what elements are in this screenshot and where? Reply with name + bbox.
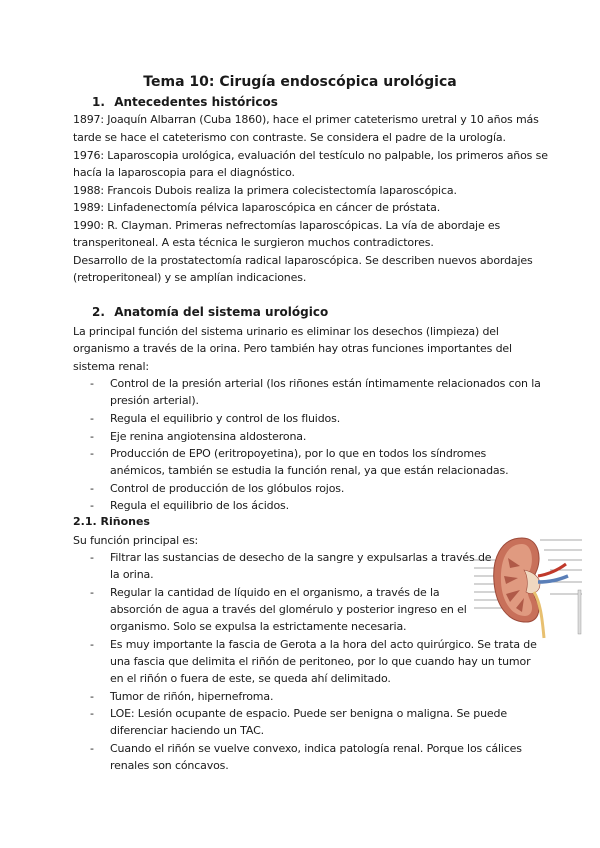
list-item-text-continued: en el riñón o fuera de este, se queda ahí delimitado. [110,672,391,685]
section-1-line: 1988: Francois Dubois realiza la primera colecistectomía laparoscópica. [73,184,457,197]
bullet-dash: - [90,707,94,720]
section-2-intro-line: La principal función del sistema urinario es eliminar los desechos (limpieza) del [73,325,499,338]
list-item-text-continued: absorción de agua a través del glomérulo y posterior ingreso en el [110,603,467,616]
kidney-anatomy-illustration [470,530,586,640]
section-2-title: Anatomía del sistema urológico [114,305,329,319]
list-item [90,705,507,737]
bullet-dash: - [90,412,94,425]
list-item-text-continued: la orina. [110,568,154,581]
bullet-dash: - [90,447,94,460]
list-item [90,410,340,427]
bullet-dash: - [90,551,94,564]
section-1-line: hacía la laparoscopia para el diagnóstico. [73,166,295,179]
list-item-text: Es muy importante la fascia de Gerota a la hora del acto quirúrgico. Se trata de [110,638,537,651]
list-item-text: Control de producción de los glóbulos rojos. [110,482,345,495]
section-1-line: 1989: Linfadenectomía pélvica laparoscópica en cáncer de próstata. [73,201,441,214]
bullet-dash: - [90,499,94,512]
section-1-line: tarde se hace el cateterismo con contraste. Se considera el padre de la urología. [73,131,506,144]
list-item-text-continued: renales son cóncavos. [110,759,229,772]
section-1-title: Antecedentes históricos [114,95,278,109]
list-item-text: LOE: Lesión ocupante de espacio. Puede ser benigna o maligna. Se puede [110,707,507,720]
list-item-text-continued: diferenciar haciendo un TAC. [110,724,264,737]
section-1-line: (retroperitoneal) y se amplían indicaciones. [73,271,307,284]
list-item-text-continued: presión arterial). [110,394,199,407]
list-item-text: Cuando el riñón se vuelve convexo, indica patología renal. Porque los cálices [110,742,522,755]
section-2-1-heading: 2.1. Riñones [73,515,150,528]
bullet-dash: - [90,586,94,599]
list-item [90,584,467,633]
section-1-line: 1976: Laparoscopia urológica, evaluación del testículo no palpable, los primeros años se [73,149,548,162]
page-title: Tema 10: Cirugía endoscópica urológica [143,74,457,90]
list-item-text-continued: anémicos, también se estudia la función renal, ya que están relacionadas. [110,464,509,477]
list-item [90,375,541,407]
list-item [90,549,492,581]
list-item-text: Producción de EPO (eritropoyetina), por lo que en todos los síndromes [110,447,487,460]
list-item-text: Regular la cantidad de líquido en el organismo, a través de la [110,586,440,599]
section-1-heading [92,95,278,109]
section-2-1-intro: Su función principal es: [73,534,199,547]
section-1-number: 1. [92,95,105,109]
list-item-text-continued: una fascia que delimita el riñón de peritoneo, por lo que cuando hay un tumor [110,655,531,668]
renal-vein [538,576,568,582]
list-item-text: Regula el equilibrio y control de los fluidos. [110,412,341,425]
bullet-dash: - [90,638,94,651]
section-2-heading [92,305,328,319]
section-2-intro-line: sistema renal: [73,360,149,373]
section-1-line: transperitoneal. A esta técnica le surgieron muchos contradictores. [73,236,434,249]
list-item-text: Control de la presión arterial (los riñones están íntimamente relacionados con la [110,377,541,390]
list-item-text-continued: organismo. Solo se expulsa la estrictamente necesaria. [110,620,407,633]
list-item [90,445,509,477]
bullet-dash: - [90,482,94,495]
list-item-text: Filtrar las sustancias de desecho de la sangre y expulsarlas a través de [110,551,492,564]
list-item [90,740,522,772]
section-1-line: Desarrollo de la prostatectomía radical laparoscópica. Se describen nuevos abordajes [73,254,533,267]
bullet-dash: - [90,690,94,703]
bullet-dash: - [90,430,94,443]
list-item [90,480,344,497]
list-item-text: Eje renina angiotensina aldosterona. [110,430,307,443]
list-item-text: Regula el equilibrio de los ácidos. [110,499,289,512]
section-2-number: 2. [92,305,105,319]
list-item-text: Tumor de riñón, hipernefroma. [110,690,274,703]
list-item [90,428,306,445]
section-1-line: 1897: Joaquín Albarran (Cuba 1860), hace el primer cateterismo uretral y 10 años más [73,113,539,126]
scale-bar [578,590,581,634]
section-1-line: 1990: R. Clayman. Primeras nefrectomías laparoscópicas. La vía de abordaje es [73,219,501,232]
section-2-intro-line: organismo a través de la orina. Pero también hay otras funciones importantes del [73,342,512,355]
bullet-dash: - [90,742,94,755]
bullet-dash: - [90,377,94,390]
list-item [90,688,273,705]
list-item [90,497,289,514]
